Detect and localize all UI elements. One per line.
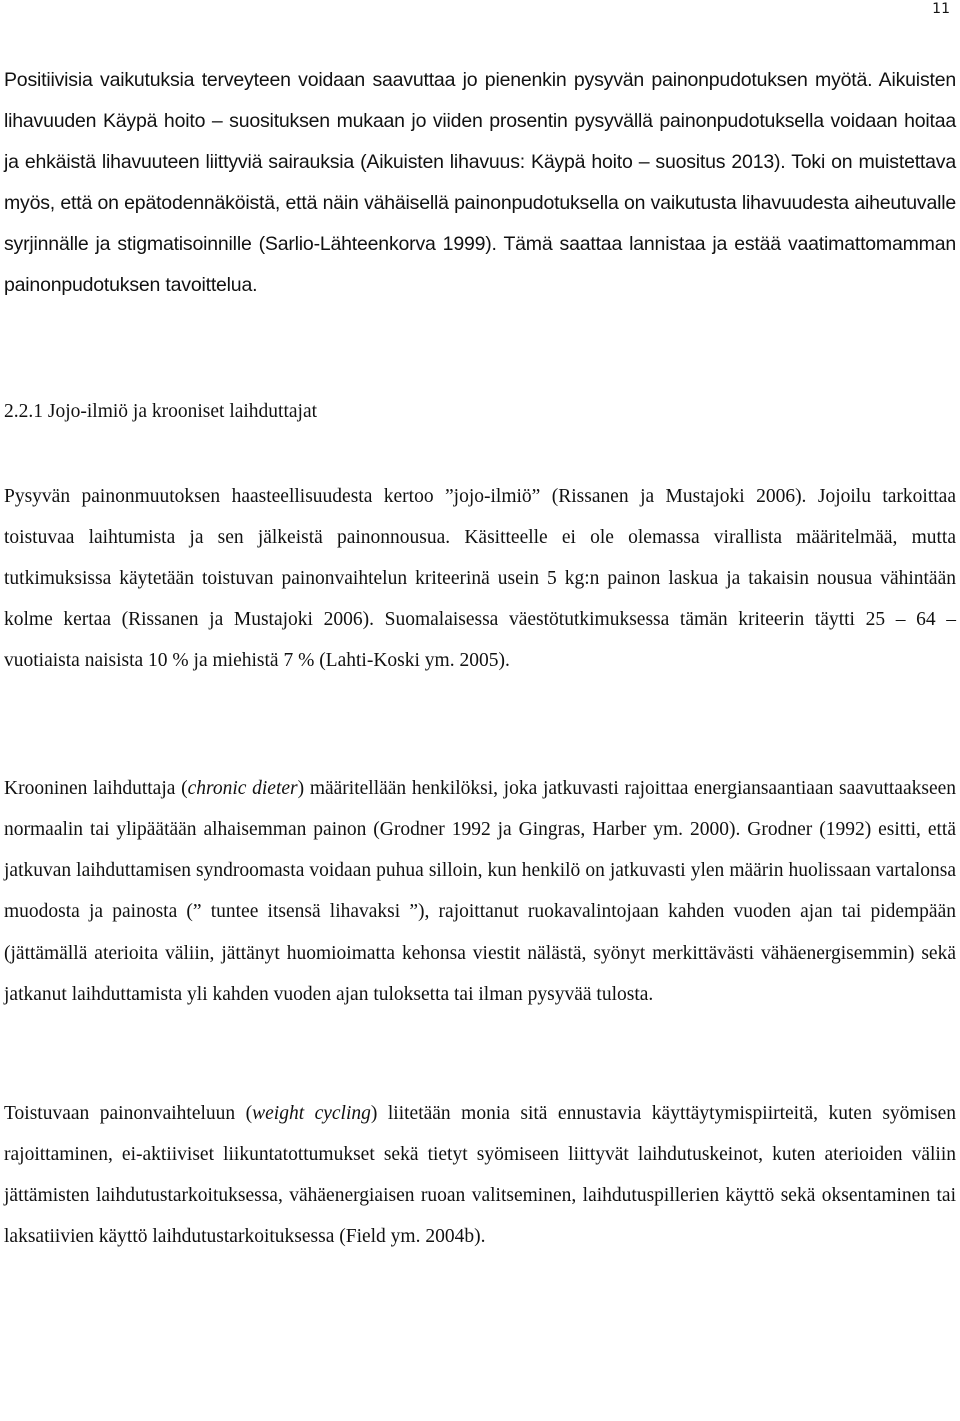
section-heading: 2.2.1 Jojo-ilmiö ja krooniset laihduttajat xyxy=(4,400,318,422)
paragraph-health-effects: Positiivisia vaikutuksia terveyteen voidaan saavuttaa jo pienenkin pysyvän painonpudotuksen myötä. Aikuisten lihavuuden Käypä hoito – suosituksen mukaan jo viiden prosentin pysyvällä painonpudotuksella voidaan hoitaa ja ehkäistä lihavuuteen liittyviä sairauksia (Aikuisten lihavuus: Käypä hoito – suositus 2013). Toki on muistettava myös, että on epätodennäköistä, että näin vähäisellä painonpudotuksella on vaikutusta lihavuudesta aiheutuvalle syrjinnälle ja stigmatisoinnille (Sarlio-Lähteenkorva 1999). Tämä saattaa lannistaa ja estää vaatimattomamman painonpudotuksen tavoittelua. xyxy=(4,69,956,297)
text-run: Krooninen laihduttaja ( xyxy=(4,778,188,800)
italic-term: weight cycling xyxy=(252,1102,371,1124)
text-run: ) määritellään henkilöksi, joka jatkuvasti rajoittaa energiansaantiaan saavuttaakseen normaalin tai ylipäätään alhaisemman painon (Grodner 1992 ja Gingras, Harber ym. 2000). Grodner (1992) esitti, että jatkuvan laihduttamisen syndroomasta voidaan puhua silloin, kun henkilö on jatkuvasti ylen määrin huolissaan vartalonsa muodosta ja painosta (” tuntee itsensä lihavaksi ”), rajoittanut ruokavalintojaan kahden vuoden ajan tai pidempään (jättämällä aterioita väliin, jättänyt huomioimatta kehonsa viestit nälästä, syönyt merkittävästi vähäenergisemmin) sekä jatkanut laihduttamista yli kahden vuoden ajan tuloksetta tai ilman pysyvää tulosta. xyxy=(4,778,956,1005)
spacer xyxy=(4,432,956,476)
paragraph-yoyo-effect: Pysyvän painonmuutoksen haasteellisuudesta kertoo ”jojo-ilmiö” (Rissanen ja Mustajoki 2006). Jojoilu tarkoittaa toistuvaa laihtumista ja sen jälkeistä painonnousua. Käsitteelle ei ole olemassa virallista määritelmää, mutta tutkimuksissa käytetään toistuvan painonvaihtelun kriteerinä usein 5 kg:n painon laskua ja takaisin nousua vähintään kolme kertaa (Rissanen ja Mustajoki 2006). Suomalaisessa väestötutkimuksessa tämän kriteerin täytti 25 – 64 – vuotiaista naisista 10 % ja miehistä 7 % (Lahti-Koski ym. 2005). xyxy=(4,485,956,672)
paragraph-weight-cycling xyxy=(4,1093,956,1257)
page-number: 11 xyxy=(932,1,950,17)
document-body xyxy=(4,60,956,1257)
text-run: Toistuvaan painonvaihteluun ( xyxy=(4,1102,253,1124)
spacer xyxy=(4,307,956,391)
spacer xyxy=(4,681,956,768)
text-run: ) liitetään monia sitä ennustavia käyttäytymispiirteitä, kuten syömisen rajoittaminen, ei-aktiiviset liikuntatottumukset sekä tietyt syömiseen liittyvät laihdutuskeinot, kuten aterioiden väliin jättämisten laihdutustarkoituksessa, vähäenergiaisen ruoan valitseminen, laihdutuspillerien käyttö sekä oksentaminen tai laksatiivien käyttö laihdutustarkoituksessa (Field ym. 2004b). xyxy=(4,1102,956,1247)
spacer xyxy=(4,1015,956,1093)
paragraph-chronic-dieter xyxy=(4,768,956,1015)
italic-term: chronic dieter xyxy=(187,778,298,800)
